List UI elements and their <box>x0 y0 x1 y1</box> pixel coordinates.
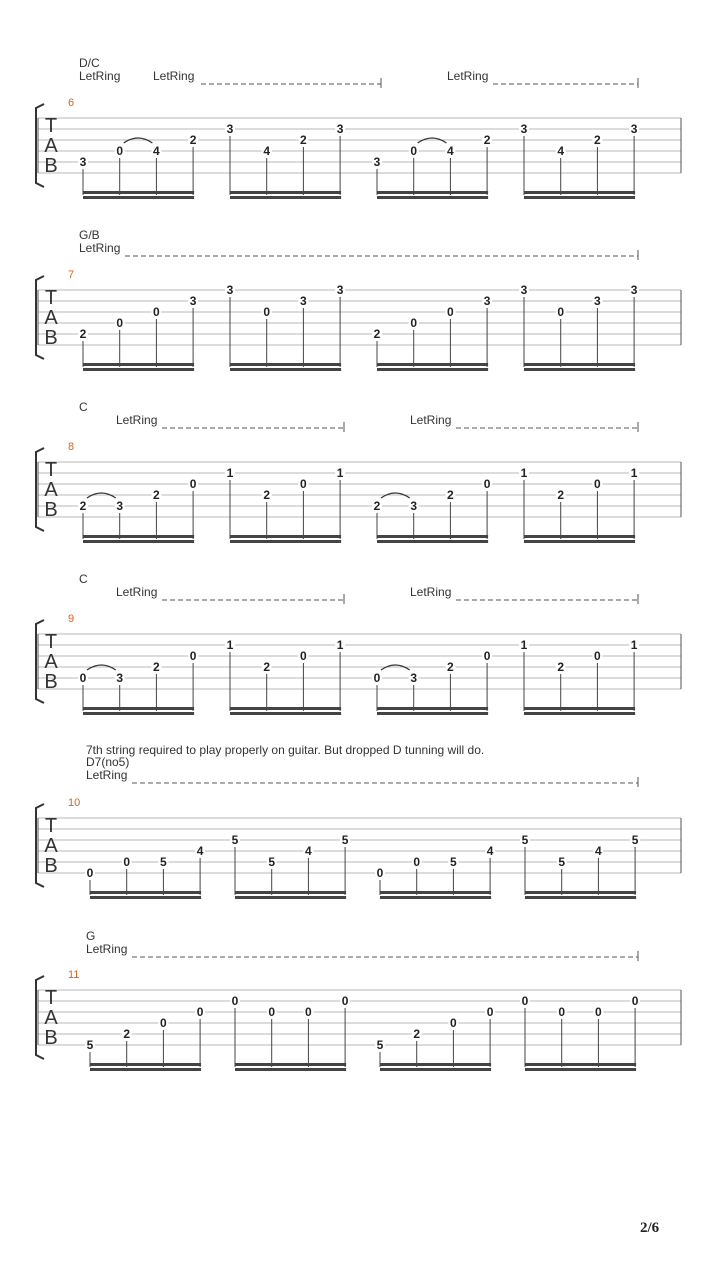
fret-number: 2 <box>413 1027 421 1041</box>
beam <box>230 540 341 543</box>
let-ring-label: LetRing <box>153 69 195 83</box>
beam <box>83 196 194 199</box>
beam <box>90 891 201 894</box>
fret-number: 2 <box>447 488 454 502</box>
fret-number: 3 <box>300 294 307 308</box>
beam <box>230 707 341 710</box>
system-bracket <box>36 448 44 531</box>
fret-number: 2 <box>300 133 307 147</box>
beam <box>377 712 488 715</box>
beam <box>380 1063 491 1066</box>
tab-clef-letter: B <box>44 855 58 877</box>
tab-clef-letter: A <box>44 307 58 329</box>
fret-number: 0 <box>263 305 271 319</box>
fret-number: 0 <box>486 1005 494 1019</box>
beam <box>230 712 341 715</box>
beam <box>377 363 488 366</box>
tab-clef-letter: B <box>44 671 58 693</box>
beam <box>525 1068 636 1071</box>
measure-number: 11 <box>68 969 80 981</box>
beam <box>90 896 201 899</box>
beam <box>235 891 346 894</box>
let-ring-label: LetRing <box>79 241 121 255</box>
beam <box>235 1063 346 1066</box>
beam <box>524 712 635 715</box>
beam <box>377 196 488 199</box>
fret-number: 0 <box>483 649 491 663</box>
chord-or-comment: 7th string required to play properly on guitar. But dropped D tunning will do. <box>86 743 485 757</box>
beam <box>235 1068 346 1071</box>
fret-number: 4 <box>447 144 454 158</box>
beam <box>90 1068 201 1071</box>
beam <box>83 191 194 194</box>
fret-number: 4 <box>557 144 565 158</box>
fret-number: 2 <box>189 133 197 147</box>
fret-number: 0 <box>373 671 381 685</box>
fret-number: 0 <box>300 477 307 491</box>
fret-number: 0 <box>268 1005 276 1019</box>
beam <box>524 535 635 538</box>
chord-or-comment: G/B <box>79 228 100 242</box>
fret-number: 0 <box>557 305 565 319</box>
beam <box>377 191 488 194</box>
fret-number: 3 <box>336 283 344 297</box>
measure-number: 10 <box>68 797 81 809</box>
fret-number: 4 <box>153 144 160 158</box>
fret-number: 2 <box>557 660 565 674</box>
fret-number: 0 <box>86 866 94 880</box>
fret-number: 5 <box>341 833 349 847</box>
fret-number: 0 <box>79 671 87 685</box>
beam <box>83 540 194 543</box>
fret-number: 2 <box>557 488 565 502</box>
fret-number: 0 <box>631 994 639 1008</box>
system-bracket <box>36 804 44 887</box>
fret-number: 5 <box>268 855 276 869</box>
fret-number: 2 <box>594 133 601 147</box>
tab-clef-letter: T <box>44 459 58 481</box>
fret-number: 4 <box>263 144 271 158</box>
measure-number: 9 <box>68 613 75 625</box>
beam <box>524 363 635 366</box>
fret-number: 2 <box>79 499 87 513</box>
chord-or-comment: G <box>86 929 96 943</box>
fret-number: 3 <box>630 122 638 136</box>
let-ring-label: LetRing <box>410 585 452 599</box>
let-ring-label: LetRing <box>116 585 158 599</box>
fret-number: 0 <box>558 1005 566 1019</box>
fret-number: 0 <box>483 477 491 491</box>
system-bracket <box>36 976 44 1059</box>
system-bracket <box>36 620 44 703</box>
chord-or-comment: D7(no5) <box>86 755 130 769</box>
tab-clef-letter: A <box>44 1007 58 1029</box>
fret-number: 3 <box>483 294 491 308</box>
fret-number: 0 <box>196 1005 204 1019</box>
beam <box>230 535 341 538</box>
beam <box>524 540 635 543</box>
fret-number: 4 <box>305 844 312 858</box>
fret-number: 2 <box>373 499 381 513</box>
fret-number: 0 <box>594 477 601 491</box>
fret-number: 3 <box>116 499 124 513</box>
tab-clef-letter: B <box>44 1027 58 1049</box>
chord-or-comment: C <box>79 400 88 414</box>
fret-number: 0 <box>521 994 529 1008</box>
fret-number: 2 <box>153 660 160 674</box>
fret-number: 0 <box>594 649 601 663</box>
fret-number: 0 <box>160 1016 167 1030</box>
fret-number: 1 <box>226 638 234 652</box>
beam <box>525 1063 636 1066</box>
beam <box>524 707 635 710</box>
fret-number: 3 <box>410 671 418 685</box>
fret-number: 3 <box>116 671 124 685</box>
fret-number: 3 <box>520 122 528 136</box>
tab-clef-letter: T <box>44 115 58 137</box>
fret-number: 3 <box>79 155 87 169</box>
fret-number: 2 <box>79 327 87 341</box>
fret-number: 5 <box>376 1038 384 1052</box>
tab-clef-letter: T <box>44 631 58 653</box>
measure-number: 7 <box>68 269 75 281</box>
beam <box>377 540 488 543</box>
beam <box>83 707 194 710</box>
fret-number: 1 <box>336 466 344 480</box>
tab-clef-letter: B <box>44 499 58 521</box>
beam <box>83 712 194 715</box>
fret-number: 2 <box>153 488 160 502</box>
fret-number: 3 <box>630 283 638 297</box>
fret-number: 0 <box>305 1005 312 1019</box>
tab-clef-letter: B <box>44 155 58 177</box>
measure-number: 8 <box>68 441 75 453</box>
let-ring-label: LetRing <box>86 768 128 782</box>
let-ring-label: LetRing <box>86 942 128 956</box>
let-ring-label: LetRing <box>410 413 452 427</box>
tab-clef-letter: T <box>44 815 58 837</box>
fret-number: 0 <box>341 994 349 1008</box>
chord-or-comment: D/C <box>79 56 100 70</box>
fret-number: 3 <box>594 294 601 308</box>
fret-number: 0 <box>189 649 197 663</box>
beam <box>230 196 341 199</box>
beam <box>525 896 636 899</box>
fret-number: 5 <box>631 833 639 847</box>
fret-number: 1 <box>630 638 638 652</box>
measure-number: 6 <box>68 97 75 109</box>
fret-number: 1 <box>226 466 234 480</box>
beam <box>524 191 635 194</box>
let-ring-label: LetRing <box>116 413 158 427</box>
fret-number: 2 <box>483 133 491 147</box>
fret-number: 0 <box>153 305 160 319</box>
system-bracket <box>36 276 44 359</box>
fret-number: 5 <box>450 855 457 869</box>
fret-number: 3 <box>226 122 234 136</box>
beam <box>524 196 635 199</box>
fret-number: 0 <box>595 1005 602 1019</box>
fret-number: 2 <box>263 488 271 502</box>
beam <box>83 368 194 371</box>
let-ring-label: LetRing <box>79 69 121 83</box>
beam <box>525 891 636 894</box>
fret-number: 5 <box>521 833 529 847</box>
fret-number: 3 <box>189 294 197 308</box>
fret-number: 1 <box>520 466 528 480</box>
fret-number: 5 <box>558 855 566 869</box>
tab-clef-letter: A <box>44 479 58 501</box>
beam <box>83 535 194 538</box>
fret-number: 0 <box>447 305 454 319</box>
fret-number: 4 <box>196 844 204 858</box>
beam <box>380 896 491 899</box>
beam <box>380 1068 491 1071</box>
beam <box>377 535 488 538</box>
tab-clef-letter: A <box>44 835 58 857</box>
fret-number: 1 <box>520 638 528 652</box>
fret-number: 0 <box>450 1016 457 1030</box>
beam <box>230 191 341 194</box>
beam <box>380 891 491 894</box>
beam <box>524 368 635 371</box>
fret-number: 0 <box>300 649 307 663</box>
fret-number: 3 <box>336 122 344 136</box>
fret-number: 3 <box>410 499 418 513</box>
tab-clef-letter: A <box>44 135 58 157</box>
system-bracket <box>36 104 44 187</box>
fret-number: 0 <box>410 316 418 330</box>
fret-number: 0 <box>116 144 124 158</box>
fret-number: 0 <box>231 994 239 1008</box>
fret-number: 0 <box>376 866 384 880</box>
fret-number: 0 <box>413 855 421 869</box>
fret-number: 4 <box>595 844 602 858</box>
page-number: 2/6 <box>640 1220 660 1236</box>
fret-number: 0 <box>189 477 197 491</box>
fret-number: 3 <box>520 283 528 297</box>
beam <box>377 368 488 371</box>
let-ring-label: LetRing <box>447 69 489 83</box>
fret-number: 1 <box>630 466 638 480</box>
fret-number: 5 <box>86 1038 94 1052</box>
beam <box>83 363 194 366</box>
fret-number: 0 <box>123 855 131 869</box>
fret-number: 4 <box>486 844 494 858</box>
tab-clef-letter: T <box>44 987 58 1009</box>
beam <box>377 707 488 710</box>
fret-number: 5 <box>160 855 167 869</box>
fret-number: 2 <box>123 1027 131 1041</box>
tab-clef-letter: B <box>44 327 58 349</box>
fret-number: 5 <box>231 833 239 847</box>
fret-number: 1 <box>336 638 344 652</box>
fret-number: 3 <box>373 155 381 169</box>
tab-clef-letter: T <box>44 287 58 309</box>
fret-number: 2 <box>263 660 271 674</box>
fret-number: 3 <box>226 283 234 297</box>
beam <box>230 368 341 371</box>
beam <box>235 896 346 899</box>
fret-number: 2 <box>373 327 381 341</box>
chord-or-comment: C <box>79 572 88 586</box>
fret-number: 2 <box>447 660 454 674</box>
beam <box>90 1063 201 1066</box>
fret-number: 0 <box>116 316 124 330</box>
tab-clef-letter: A <box>44 651 58 673</box>
beam <box>230 363 341 366</box>
fret-number: 0 <box>410 144 418 158</box>
